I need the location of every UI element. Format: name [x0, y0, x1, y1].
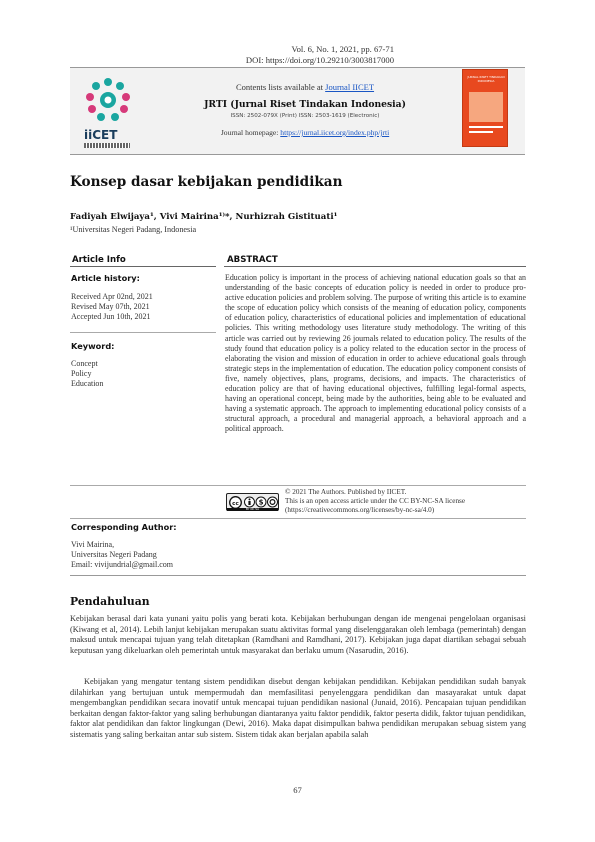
keyword-list	[71, 359, 217, 390]
corr-name: Vivi Mairina,	[71, 540, 115, 549]
article-info-heading: Article Info	[70, 255, 216, 267]
corr-email[interactable]: Email: vivijundrial@gmail.com	[71, 560, 174, 570]
journal-iicet-link[interactable]: Journal IICET	[325, 82, 375, 92]
corresponding-author	[71, 540, 311, 571]
homepage-link[interactable]: https://jurnal.iicet.org/index.php/jrti	[280, 128, 390, 137]
keyword-item: Policy	[71, 369, 92, 379]
keyword-item: Education	[71, 379, 104, 389]
iicet-logo-text: iiCET	[84, 128, 118, 142]
affiliation: ¹Universitas Negeri Padang, Indonesia	[70, 225, 197, 234]
article-history	[71, 292, 217, 323]
journal-title: JRTI (Jurnal Riset Tindakan Indonesia)	[204, 99, 406, 110]
cover-title: JURNAL RISET TINDAKAN INDONESIA	[467, 75, 505, 83]
page-number: 67	[293, 785, 302, 795]
section-heading: Pendahuluan	[70, 595, 150, 608]
iicet-logo	[82, 72, 134, 150]
corresponding-author-label: Corresponding Author:	[71, 522, 177, 532]
divider	[70, 332, 216, 333]
accepted-date: Accepted Jun 10th, 2021	[71, 312, 151, 322]
issn-line: ISSN: 2502-079X (Print) ISSN: 2503-1619 (Electronic)	[230, 113, 380, 119]
logo-subtitle-decor	[84, 143, 130, 148]
paragraph: Kebijakan yang mengatur tentang sistem pendidikan disebut dengan kebijakan pendidikan. Kebijakan pendidikan sudah banyak dilahirkan yang bertujuan untuk mempermudah dan memfasilitasi penyelenggara pendidikan dan masayarakat untuk dapat mengembangkan pendidikan secara inovatif untuk mencapai tujuan pendidikan nasional (Junaid, 2016). Pencapaian tujuan pendidikan berkaitan dengan faktor-faktor yang saling berhubungan diantaranya yaitu faktor pendidik, faktor peserta didik, faktor tujuan pendidikan, faktor alat pendidikan dan faktor lingkungan (Dewi, 2016). Maka dapat disimpulkan bahwa pendidikan merupakan sebuag sistem yang sistematis yang saling berkaitan antar sub sistem. Sistem tidak akan berjalan apabila salah	[70, 677, 526, 739]
svg-text:cc: cc	[232, 500, 239, 507]
corr-affiliation: Universitas Negeri Padang	[71, 550, 157, 560]
svg-text:$: $	[258, 498, 264, 507]
open-access-line: This is an open access article under the CC BY-NC-SA license	[285, 497, 466, 506]
iicet-logo-icon	[82, 72, 134, 130]
cc-license-badge[interactable]	[226, 493, 279, 511]
article-history-label: Article history:	[71, 273, 140, 283]
cc-badge-label: BY NC SA	[227, 508, 278, 512]
homepage-prefix: Journal homepage:	[220, 128, 281, 137]
volume-line: Vol. 6, No. 1, 2021, pp. 67-71	[291, 44, 394, 54]
cover-bar	[469, 126, 503, 128]
divider	[70, 485, 526, 486]
doi-line: DOI: https://doi.org/10.29210/3003817000	[245, 55, 394, 65]
received-date: Received Apr 02nd, 2021	[71, 292, 153, 301]
cover-illustration	[469, 92, 503, 122]
paragraph: Kebijakan berasal dari kata yunani yaitu polis yang berati kota. Kebijakan berhubungan dengan ide mengenai pengelolaan organisasi (Kiwang et al, 2014). Lebih lanjut kebijakan merupakan suatu aktivitas formal yang diselenggarakan oleh lembaga (pemerintah) dengan maksud untuk mencapai tujuan yang telah ditetapkan (Ramdhani and Ramdhani, 2017). Kebijakan juga dapat diartikan sebagai sebuah keputusan yang dikeluarkan oleh pemerintah untuk masyarakat dan berlaku umum (Nasarudin, 2016).	[70, 614, 526, 655]
divider	[70, 575, 526, 576]
homepage-line	[150, 128, 460, 137]
contents-line	[150, 82, 460, 92]
keyword-item: Concept	[71, 359, 98, 368]
cover-bar	[469, 131, 493, 133]
abstract-heading: ABSTRACT	[224, 255, 526, 267]
keyword-label: Keyword:	[71, 341, 115, 351]
divider	[70, 518, 526, 519]
author-list: Fadiyah Elwijaya¹, Vivi Mairina¹⁾*, Nurhizrah Gistituati¹	[70, 212, 338, 222]
journal-cover-image	[462, 69, 508, 147]
article-title: Konsep dasar kebijakan pendidikan	[70, 174, 343, 190]
contents-prefix: Contents lists available at	[235, 82, 326, 92]
journal-header-box	[70, 67, 525, 155]
abstract-text: Education policy is important in the process of achieving national education goals so that an understanding of the basic concepts of education policy is needed in order to produce pro-active education policies and problem solving. The purpose of writing this article is to examine the scope of education policy which consists of the meaning of education policy, components of education policy, characteristics of educational policies and implementation of educational policies. This writing methodology uses literature study methodology. The writing of this article was carried out by reviewing 26 journals related to education policy. The results of the study found that education policy is a policy related to the education sector in the process of elaborating the vision and mission of education in order to achieve educational goals through strategic steps in the implementation of education. The education policy component consists of five, namely objectives, plans, programs, decisions, and impacts. The characteristics of education policy are that of having educational objectives, fulfilling legal-formal aspects, having an operational concept, being made by the authorities, being able to be evaluated and having a systematic approach. The approach to implementing educational policy consists of a structural approach, a procedural and managerial approach, a behavioral approach and a political approach.	[225, 273, 526, 434]
revised-date: Revised May 07th, 2021	[71, 302, 150, 312]
license-text	[285, 488, 525, 516]
copyright-line: © 2021 The Authors. Published by IICET.	[285, 488, 407, 496]
license-url[interactable]: (https://creativecommons.org/licenses/by-nc-sa/4.0)	[285, 506, 435, 515]
